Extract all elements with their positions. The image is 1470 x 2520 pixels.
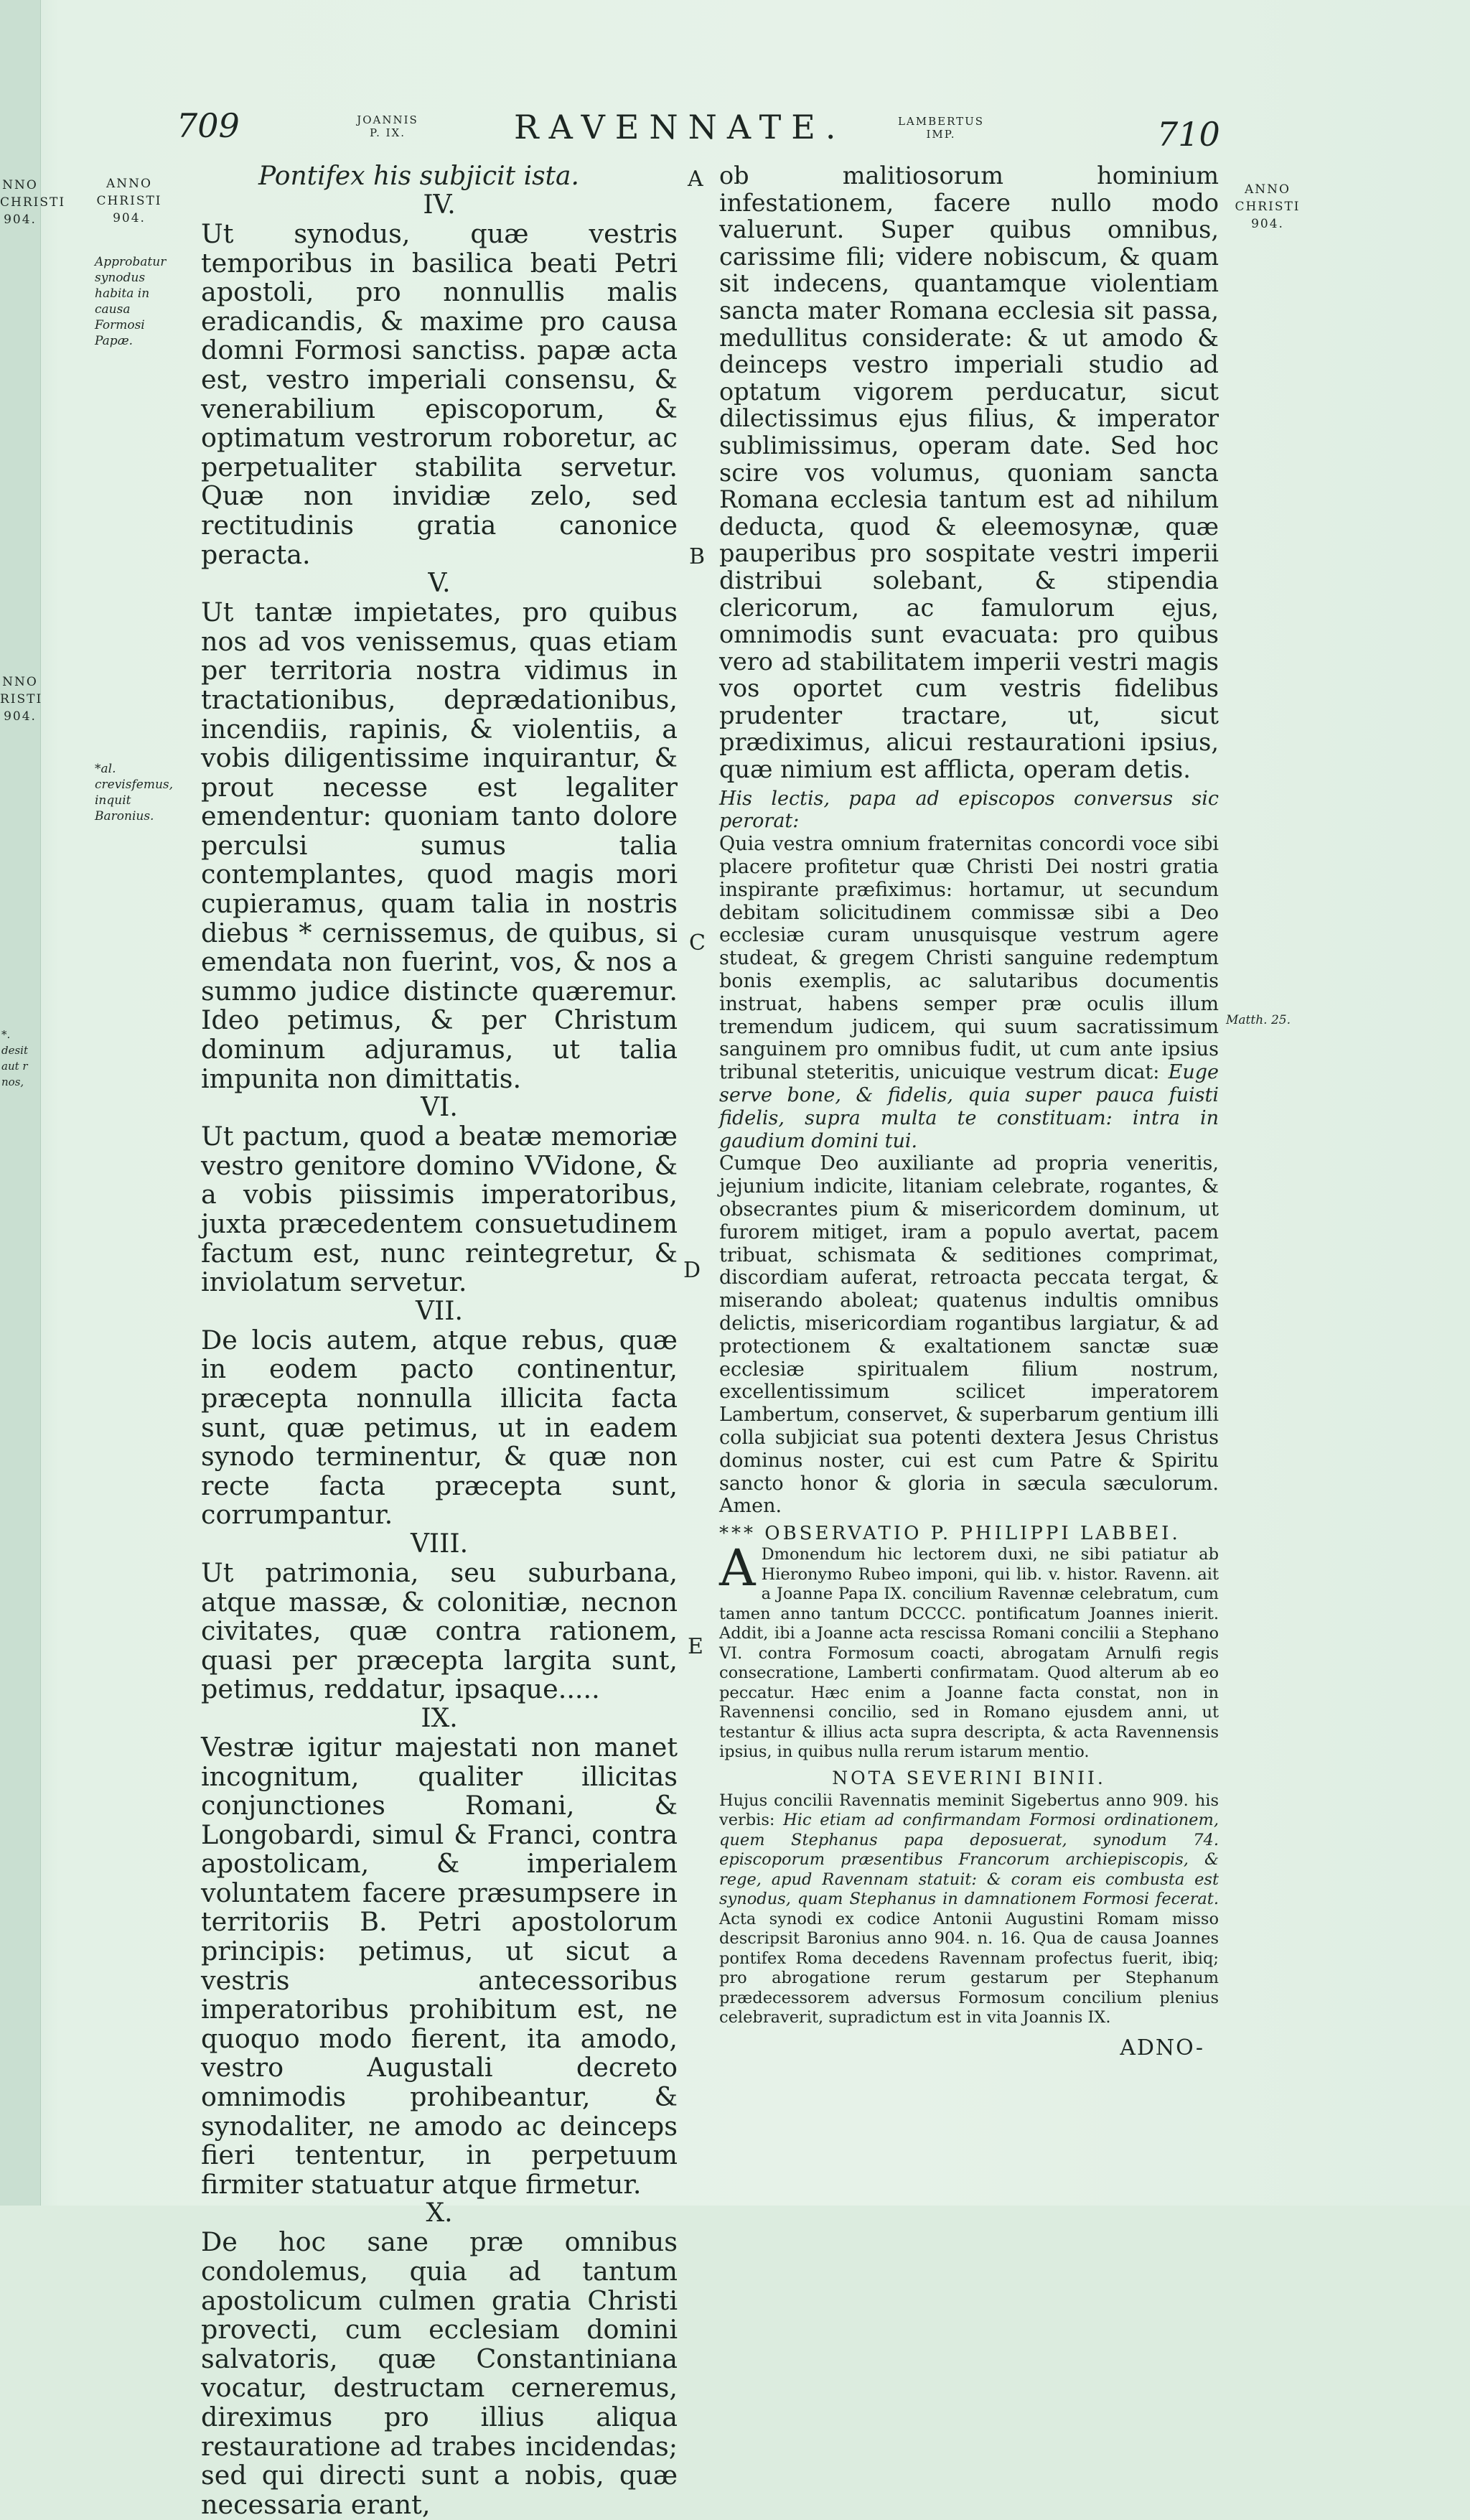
paragraph-x: De hoc sane præ omnibus condolemus, quia ad tantum apostolicum culmen gratia Christi provecti, cum ecclesiam domini salvatoris, quæ Constantiniana vocatur, destructam cerneremus, direximus pro illius aliqua restauratione ad trabes incidendas; sed qui directi sunt a nobis, quæ necessaria erant, <box>201 2226 678 2520</box>
section-heading-vi: VI. <box>421 1093 458 1123</box>
gutter-annotation-2: NNO RISTI 904. <box>0 675 43 724</box>
catchword: ADNO- <box>1120 2035 1204 2061</box>
anno-christi-right: ANNO CHRISTI 904. <box>1235 182 1301 231</box>
paragraph-cumque: Cumque Deo auxiliante ad propria veneritis, jejunium indicite, litaniam celebrate, rogantes, & obsecrantes pium & misericordem dominum, ut furorem mitiget, iram a populo avertat, pacem tribuat, schismata & seditiones comprimat, discordiam auferat, retroacta peccata tergat, & miserando aboleat; quatenus indultis omnibus delictis, misericordiam rogantibus largiatur, & ad protectionem & exaltationem sanctæ suæ ecclesiæ spiritualem filium nostrum, excellentissimum scilicet imperatorem Lambertum, conservet, & superbarum gentium illi colla subjiciat sua potenti dextera Jesus Christus dominus noster, cui est cum Patre & Spiritu sancto honor & gloria in sæcula sæculorum. Amen. <box>719 1152 1219 1518</box>
section-heading-x: X. <box>426 2198 453 2229</box>
nota-text: Hujus concilii Ravennatis meminit Sigebertus anno 909. his verbis: Hic etiam ad confirmandam Formosi ordinationem, quem Stephanus papa deposuerat, synodum 74. episcoporum præsentibus Francorum archiepiscopis, & rege, apud Ravennam statuit: & coram eis combusta est synodus, quam Stephanus in damnationem Formosi fecerat. Acta synodi ex codice Antonii Augustini Romam misso descripsit Baronius anno 904. n. 16. Qua de causa Joannes pontifex Roma decedens Ravennam profectus fuerit, ibiq; pro abrogatione rerum gestarum per Stephanum prædecessorem adversus Formosum concilium plenius celebraverit, supradictum est in vita Joannis IX. <box>719 1791 1219 2027</box>
intro-line: Pontifex his subjicit ista. <box>258 162 579 191</box>
gutter-annotation-1: NNO CHRISTI 904. <box>0 178 66 227</box>
paragraph-iv: Ut synodus, quæ vestris temporibus in basilica beati Petri apostoli, pro nonnullis malis eradicandis, & maxime pro causa domni Formosi sanctiss. papæ acta est, vestro imperiali consensu, & venerabilium episcoporum, & optimatum vestrorum roboretur, ac perpetualiter stabilita servetur. Quæ non invidiæ zelo, sed rectitudinis gratia canonice peracta. <box>201 218 678 570</box>
section-letter-a: A <box>688 167 703 192</box>
right-column <box>719 162 1219 2061</box>
paragraph-v: Ut tantæ impietates, pro quibus nos ad vos venissemus, quas etiam per territoria nostra vidimus in tractationibus, deprædationibus, incendiis, rapinis, & violentiis, a vobis diligentissime inquirantur, & prout necesse est legaliter emendentur: quoniam tanto dolore perculsi sumus talia contemplantes, quod magis mori cupieramus, quam talia in nostris diebus * cernissemus, de quibus, si emendata non fuerint, vos, & nos a summo judice distincte quæremur. Ideo petimus, & per Christum dominum adjuramus, ut talia impunita non dimittatis. <box>201 597 678 1094</box>
section-letter-e: E <box>688 1634 703 1659</box>
nota-heading: NOTA SEVERINI BINII. <box>832 1767 1106 1788</box>
section-heading-viii: VIII. <box>410 1529 469 1559</box>
anno-christi-left: ANNO CHRISTI 904. <box>96 177 162 225</box>
running-head: RAVENNATE. <box>514 108 846 146</box>
observatio-heading: *** OBSERVATIO P. PHILIPPI LABBEI. <box>719 1523 1181 1545</box>
page-number-right: 710 <box>1157 115 1220 154</box>
paragraph-continuation: ob malitiosorum hominium infestationem, facere nullo modo valuerunt. Super quibus omnibus, carissime fili; videre nobiscum, & quam sit indecens, quantamque violentiam sancta mater Romana ecclesia sit passa, medullitus considerate: & ut amodo & deinceps vestro imperiali studio ad optatum vigorem perducatur, sicut dilectissimus ejus filius, & imperator sublimissimus, operam date. Sed hoc scire vos volumus, quoniam sancta Romana ecclesia tantum est ad nihilum deducta, quod & eleemosynæ, quæ pauperibus pro sospitate vestri imperii distribui solebant, & stipendia clericorum, ac famulorum ejus, omnimodis sunt evacuata: pro quibus vero ad stabilitatem imperii vestri magis vos oportet cum vestris fidelibus prudenter tractare, ut, sicut prædiximus, alicui restaurationi ipsius, quæ nimium est afflicta, operam detis. <box>719 162 1219 784</box>
paragraph-quia: Quia vestra omnium fraternitas concordi voce sibi placere profitetur quæ Christi Dei nostri gratia inspirante præfiximus: hortamur, ut secundum debitam solicitudinem commissæ sibi a Deo ecclesiæ curam unusquisque vestrum agere studeat, & gregem Christi sanguine redemptum bonis exemplis, ac salutaribus documentis instruat, habens semper præ oculis illum tremendum judicem, qui suum sacratissimum sanguinem pro omnibus fudit, ut cum ante ipsius tribunal steteritis, unicuique vestrum dicat: Euge serve bone, & fidelis, quia super pauca fuisti fidelis, supra multa te constituam: intra in gaudium domini tui. <box>719 833 1219 1152</box>
drop-cap: A <box>719 1539 756 1598</box>
section-letter-d: D <box>683 1258 701 1283</box>
section-heading-vii: VII. <box>416 1296 463 1326</box>
section-heading-iv: IV. <box>423 190 456 220</box>
left-column <box>201 162 678 2519</box>
header-pope: JOANNIS P. IX. <box>357 113 418 139</box>
section-heading-ix: IX. <box>421 1703 458 1733</box>
gutter-strip <box>0 0 66 2206</box>
margin-note-matth: Matth. 25. <box>1226 1013 1291 1027</box>
page-number-left: 709 <box>177 106 240 145</box>
paragraph-vii: De locis autem, atque rebus, quæ in eodem pacto continentur, præcepta nonnulla illicita facta sunt, quæ petimus, ut in eadem synodo terminentur, & quæ non recte facta præcepta sunt, corrumpantur. <box>201 1324 678 1531</box>
paragraph-ix: Vestræ igitur majestati non manet incognitum, qualiter illicitas conjunctiones Romani, & Longobardi, simul & Franci, contra apostolicam, & imperialem voluntatem facere præsumpsere in territoriis B. Petri apostolorum principis: petimus, ut sicut a vestris antecessoribus imperatoribus prohibitum est, ne quoquo modo fierent, ita amodo, vestro Augustali decreto omnimodis prohibeantur, & synodaliter, ne amodo ac deinceps fieri tententur, in perpetuum firmiter statuatur atque firmetur. <box>201 1731 678 2200</box>
margin-note-baronius: *al. crevisfemus, inquit Baronius. <box>95 762 174 823</box>
section-heading-v: V. <box>428 569 451 599</box>
paragraph-vi: Ut pactum, quod a beatæ memoriæ vestro genitore domino VVidone, & a vobis piissimis imperatoribus, juxta præcedentem consuetudinem factum est, nunc reintegretur, & inviolatum servetur. <box>201 1121 678 1298</box>
rubric-his-lectis: His lectis, papa ad episcopos conversus sic perorat: <box>719 787 1219 833</box>
header-emperor: LAMBERTUS IMP. <box>897 115 985 141</box>
gutter-annotation-3: *. desit aut r nos, <box>1 1028 29 1088</box>
margin-note-approbatur: Approbatur synodus habita in causa Formosi Papæ. <box>95 255 167 348</box>
section-letter-b: B <box>689 544 706 569</box>
paragraph-viii: Ut patrimonia, seu suburbana, atque massæ, & colonitiæ, necnon civitates, quæ contra rationem, quasi per præcepta largita sunt, petimus, reddatur, ipsaque..... <box>201 1557 678 1705</box>
observatio-text: A Dmonendum hic lectorem duxi, ne sibi patiatur ab Hieronymo Rubeo imponi, qui lib. v. histor. Ravenn. ait a Joanne Papa IX. concilium Ravennæ celebratum, cum tamen anno tantum DCCCC. pontificatum Joannes inierit. Addit, ibi a Joanne acta rescissa Romani concilii a Stephano VI. contra Formosum coacti, abrogatam Arnulfi regis consecratione, Lamberti confirmatam. Quod alterum ab eo peccatur. Hæc enim a Joanne facta constat, non in Ravennensi concilio, sed in Romano ejusdem anni, ut testantur & illius acta supra descripta, & acta Ravennensis ipsius, in quibus nulla rerum istarum mentio. <box>719 1539 1219 1762</box>
section-letter-c: C <box>689 930 706 956</box>
